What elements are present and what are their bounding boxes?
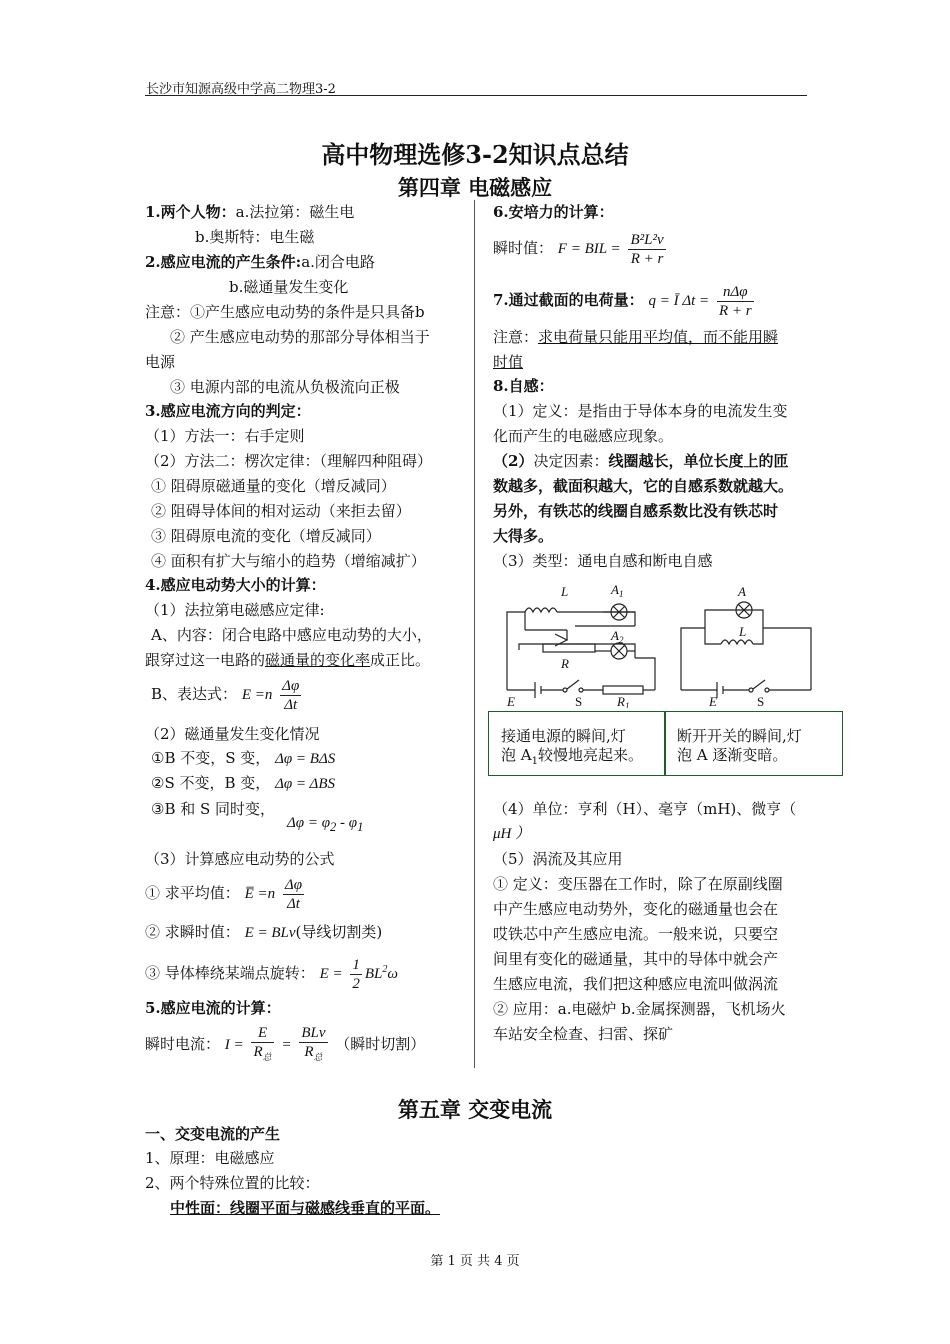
eddy-5: 生感应电流，我们把这种感应电流叫做涡流 bbox=[493, 975, 779, 993]
s4-change-3-formula: $\Delta\varphi = \varphi_2 - \varphi_1$ bbox=[287, 815, 364, 834]
s3-method2: （2）方法二：楞次定律：（理解四种阻碍） bbox=[145, 452, 433, 470]
fraction-BLv-R: $\frac{\text{BLv}}{R_总}$ bbox=[301, 1025, 326, 1062]
fraction-avg: $\frac{\Delta\varphi}{\Delta t}$ bbox=[284, 876, 302, 912]
s5-title: 5.感应电流的计算： bbox=[145, 999, 281, 1017]
c1-r1 bbox=[603, 686, 643, 694]
s8-def-2: 化而产生的电磁感应现象。 bbox=[493, 427, 674, 445]
s4-content-1: A、内容：闭合电路中感应电动势的大小， bbox=[151, 626, 432, 644]
ch5-line-3: 中性面：线圈平面与磁感线垂直的平面。 bbox=[170, 1199, 441, 1217]
c1-wire-right-down bbox=[635, 658, 655, 690]
chapter-5-heading: 第五章 交变电流 bbox=[397, 1097, 553, 1122]
unit-line-2: μH ） bbox=[493, 826, 531, 842]
c1-wire-left bbox=[507, 612, 525, 690]
page-header: 长沙市知源高级中学高二物理3-2 bbox=[146, 82, 336, 97]
s2-b: b.磁通量发生变化 bbox=[229, 278, 349, 296]
s8-factor-1: （2）决定因素：线圈越长，单位长度上的匝 bbox=[493, 452, 789, 470]
column-divider bbox=[474, 200, 475, 1068]
s7-note-2: 时值 bbox=[493, 353, 524, 371]
document-title: 高中物理选修3-2知识点总结 bbox=[321, 140, 629, 169]
s3-item1: ① 阻碍原磁通量的变化（增反减同） bbox=[151, 477, 396, 495]
s2-line: 2.感应电流的产生条件:a.闭合电路 bbox=[145, 253, 375, 271]
c1-switch-pin bbox=[563, 688, 567, 692]
s7-formula: 7.通过截面的电荷量： q = Ī Δt = $\frac{\text{nΔφ}}{R + r}$ bbox=[493, 283, 752, 319]
fraction-half: $\frac{1}{2}$ bbox=[352, 956, 360, 992]
s1-line: 1.两个人物：a.法拉第：磁生电 bbox=[145, 203, 355, 221]
fraction-dphi-dt: $\frac{\Delta\varphi}{\Delta t}$ bbox=[282, 677, 300, 713]
eddy-3: 哎铁芯中产生感应电流。一般来说，只要空 bbox=[493, 925, 779, 943]
c2-wire-l-right bbox=[753, 628, 763, 644]
s4-content-2: 跟穿过这一电路的磁通量的变化率成正比。 bbox=[145, 651, 431, 669]
s1-b: b.奥斯特：电生磁 bbox=[195, 228, 315, 246]
s3-item2: ② 阻碍导体间的相对运动（来拒去留） bbox=[151, 502, 411, 520]
c2-label-S: S bbox=[757, 694, 765, 708]
s8-title: 8.自感： bbox=[493, 377, 554, 395]
s3-method1: （1）方法一：右手定则 bbox=[145, 427, 305, 445]
c2-label-E: E bbox=[709, 694, 717, 708]
s8-factor-3: 另外，有铁芯的线圈自感系数比没有铁芯时 bbox=[493, 502, 779, 520]
c2-wire-l-left bbox=[705, 628, 721, 644]
c2-label-A: A bbox=[738, 584, 746, 599]
c1-label-E: E bbox=[507, 694, 515, 708]
s4-title: 4.感应电动势大小的计算： bbox=[145, 576, 326, 594]
c1-label-S: S bbox=[575, 694, 583, 708]
fraction-E-R: $\frac{E}{R_总}$ bbox=[253, 1025, 272, 1062]
eddy-6: ② 应用：a.电磁炉 b.金属探测器，飞机场火 bbox=[493, 1000, 786, 1018]
c2-label-L: L bbox=[739, 624, 747, 639]
chapter-4-heading: 第四章 电磁感应 bbox=[397, 175, 553, 200]
c2-wire-right bbox=[763, 628, 811, 690]
eddy-7: 车站安全检查、扫雷、探矿 bbox=[493, 1025, 674, 1043]
s7-note: 注意：求电荷量只能用平均值，而不能用瞬 bbox=[493, 328, 779, 346]
unit-line-1: （4）单位：亨利（H）、毫亨（mH)、微亨（ bbox=[493, 800, 797, 818]
note-2b: 电源 bbox=[145, 353, 176, 371]
s4-change-1: ①B 不变，S 变， Δφ = BΔS bbox=[151, 749, 336, 767]
s4-change-2: ②S 不变，B 变， Δφ = ΔBS bbox=[151, 774, 335, 792]
s3-title: 3.感应电流方向的判定： bbox=[145, 402, 311, 420]
c1-switch-pin2 bbox=[579, 688, 583, 692]
s5-current: 瞬时电流： I = $\frac{E}{R_总}$ = $\frac{\text{BLv}}{R_总}$ （瞬时切割） bbox=[145, 1022, 425, 1067]
s3-item3: ③ 阻碍原电流的变化（增反减同） bbox=[151, 527, 381, 545]
s6-formula: 瞬时值： F = BIL = $\frac{\text{B²L²v}}{R + r}$ bbox=[493, 231, 664, 267]
c2-wire-top bbox=[705, 610, 763, 628]
c1-label-R1: $R_1$ bbox=[617, 694, 630, 708]
header-rule bbox=[145, 95, 807, 96]
c1-label-A1: $A_1$ bbox=[611, 582, 624, 599]
s4-rotation: ③ 导体棒绕某端点旋转： E = $\frac{1}{2}$ $BL^2\omega$ bbox=[145, 956, 398, 992]
eddy-2: 中产生感应电动势外，变化的磁通量也会在 bbox=[493, 900, 779, 918]
c1-inductor bbox=[525, 608, 557, 612]
s3-item4: ④ 面积有扩大与缩小的趋势（增缩减扩） bbox=[151, 552, 426, 570]
s8-types: （3）类型：通电自感和断电自感 bbox=[493, 552, 713, 570]
eddy-1: ① 定义：变压器在工作时，除了在原副线圈 bbox=[493, 875, 783, 893]
c1-label-L: L bbox=[561, 584, 569, 599]
s4-law: （1）法拉第电磁感应定律: bbox=[145, 601, 325, 619]
c1-wire-right bbox=[603, 612, 635, 626]
s8-factor-2: 数越多，截面积越大，它的自感系数就越大。 bbox=[493, 477, 794, 495]
s8-def-1: （1）定义：是指由于导体本身的电流发生变 bbox=[493, 402, 788, 420]
ch5-line-1: 1、原理：电磁感应 bbox=[145, 1149, 275, 1167]
c2-wire-left bbox=[681, 628, 705, 690]
page-footer: 第 1 页 共 4 页 bbox=[430, 1254, 520, 1269]
ch5-section-1: 一、交变电流的产生 bbox=[145, 1125, 281, 1143]
note-2: ② 产生感应电动势的那部分导体相当于 bbox=[170, 328, 430, 346]
box-power-off-text: 断开开关的瞬间,灯 泡 A 逐渐变暗。 bbox=[677, 727, 802, 764]
note-3: ③ 电源内部的电流从负极流向正极 bbox=[170, 378, 400, 396]
c1-rheostat bbox=[543, 644, 595, 652]
s4-expression: B、表达式： E =n $\frac{\Delta\varphi}{\Delta t}$ bbox=[151, 677, 300, 713]
s4-change-3: ③B 和 S 同时变， bbox=[151, 800, 276, 818]
fraction-ampere: $\frac{\text{B²L²v}}{R + r}$ bbox=[630, 231, 664, 267]
c1-label-A2: $A_2$ bbox=[611, 628, 624, 645]
s8-factor-4: 大得多。 bbox=[493, 527, 554, 545]
s4-change-title: （2）磁通量发生变化情况 bbox=[145, 725, 320, 743]
eddy-title: （5）涡流及其应用 bbox=[493, 850, 623, 868]
c2-inductor bbox=[721, 640, 753, 644]
fraction-charge: $\frac{\text{nΔφ}}{R + r}$ bbox=[718, 283, 752, 319]
s4-average: ① 求平均值： E̅ =n $\frac{\Delta\varphi}{\Delta t}$ bbox=[145, 876, 302, 912]
c1-label-R: R bbox=[561, 656, 569, 671]
note-1: 注意：①产生感应电动势的条件是只具备b bbox=[145, 303, 425, 321]
s6-title: 6.安培力的计算： bbox=[493, 203, 614, 221]
s4-formula-title: （3）计算感应电动势的公式 bbox=[145, 850, 335, 868]
s4-instant: ② 求瞬时值： E = BLv(导线切割类) bbox=[145, 923, 383, 941]
eddy-4: 间里有变化的磁通量，其中的导体中就会产 bbox=[493, 950, 779, 968]
box-power-on-text: 接通电源的瞬间,灯 泡 $A_1$较慢地亮起来。 bbox=[501, 727, 643, 767]
inductance-circuits bbox=[495, 578, 835, 708]
ch5-line-2: 2、两个特殊位置的比较： bbox=[145, 1174, 320, 1192]
c1-switch-arm bbox=[567, 680, 579, 689]
